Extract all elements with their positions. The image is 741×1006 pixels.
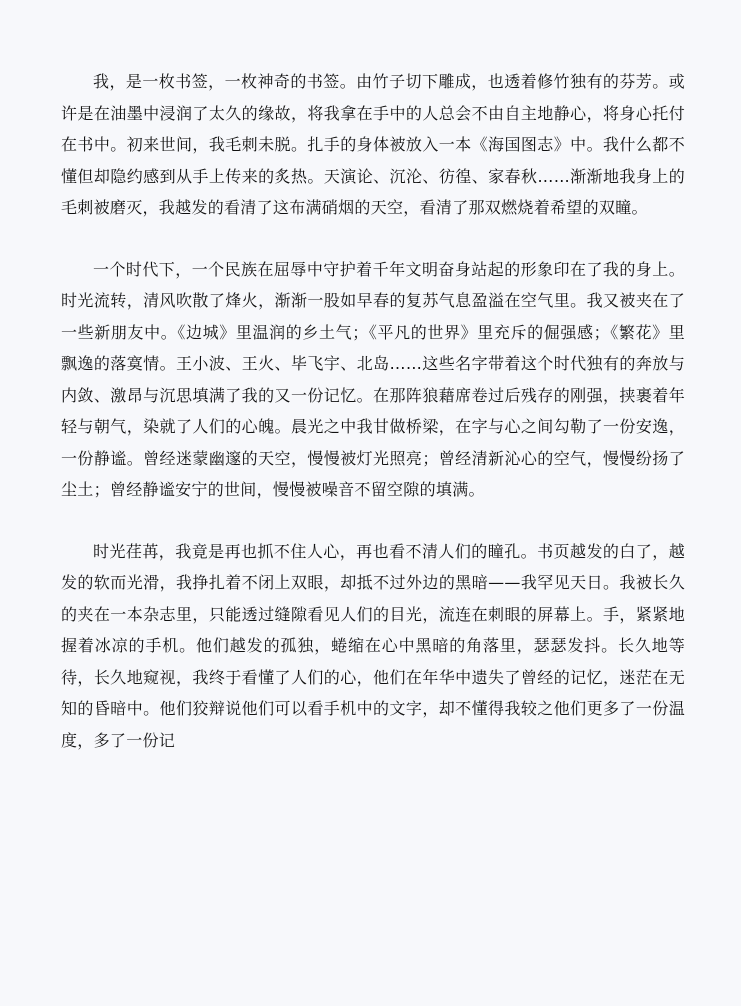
paragraph-2: 一个时代下，一个民族在屈辱中守护着千年文明奋身站起的形象印在了我的身上。时光流转，清风吹散了烽火，渐渐一股如早春的复苏气息盈溢在空气里。我又被夹在了一些新朋友中。《边城》里温润的乡土气；《平凡的世界》里充斥的倔强感；《繁花》里飘逸的落寞情。王小波、王火、毕飞宇、北岛……这些名字带着这个时代独有的奔放与内敛、激昂与沉思填满了我的又一份记忆。在那阵狼藉席卷过后残存的刚强，挟裹着年轻与朝气，染就了人们的心魄。晨光之中我甘做桥梁，在字与心之间勾勒了一份安逸，一份静谧。曾经迷蒙幽邃的天空，慢慢被灯光照亮；曾经清新沁心的空气，慢慢纷扬了尘土；曾经静谧安宁的世间，慢慢被噪音不留空隙的填满。 xyxy=(61,259,685,499)
paragraph-1: 我，是一枚书签，一枚神奇的书签。由竹子切下雕成，也透着修竹独有的芬芳。或许是在油墨中浸润了太久的缘故，将我拿在手中的人总会不由自主地静心，将身心托付在书中。初来世间，我毛刺未脱。扎手的身体被放入一本《海国图志》中。我什么都不懂但却隐约感到从手上传来的炙热。天演论、沉沦、彷徨、家春秋……渐渐地我身上的毛刺被磨灭，我越发的看清了这布满硝烟的天空，看清了那双燃烧着希望的双瞳。 xyxy=(61,72,685,217)
paragraph-3: 时光荏苒，我竟是再也抓不住人心，再也看不清人们的瞳孔。书页越发的白了，越发的软而光滑，我挣扎着不闭上双眼，却抵不过外边的黑暗——我罕见天日。我被长久的夹在一本杂志里，只能透过缝隙看见人们的目光，流连在刺眼的屏幕上。手，紧紧地握着冰凉的手机。他们越发的孤独，蜷缩在心中黑暗的角落里，瑟瑟发抖。长久地等待，长久地窥视，我终于看懂了人们的心，他们在年华中遗失了曾经的记忆，迷茫在无知的昏暗中。他们狡辩说他们可以看手机中的文字，却不懂得我较之他们更多了一份温度，多了一份记 xyxy=(61,541,685,750)
